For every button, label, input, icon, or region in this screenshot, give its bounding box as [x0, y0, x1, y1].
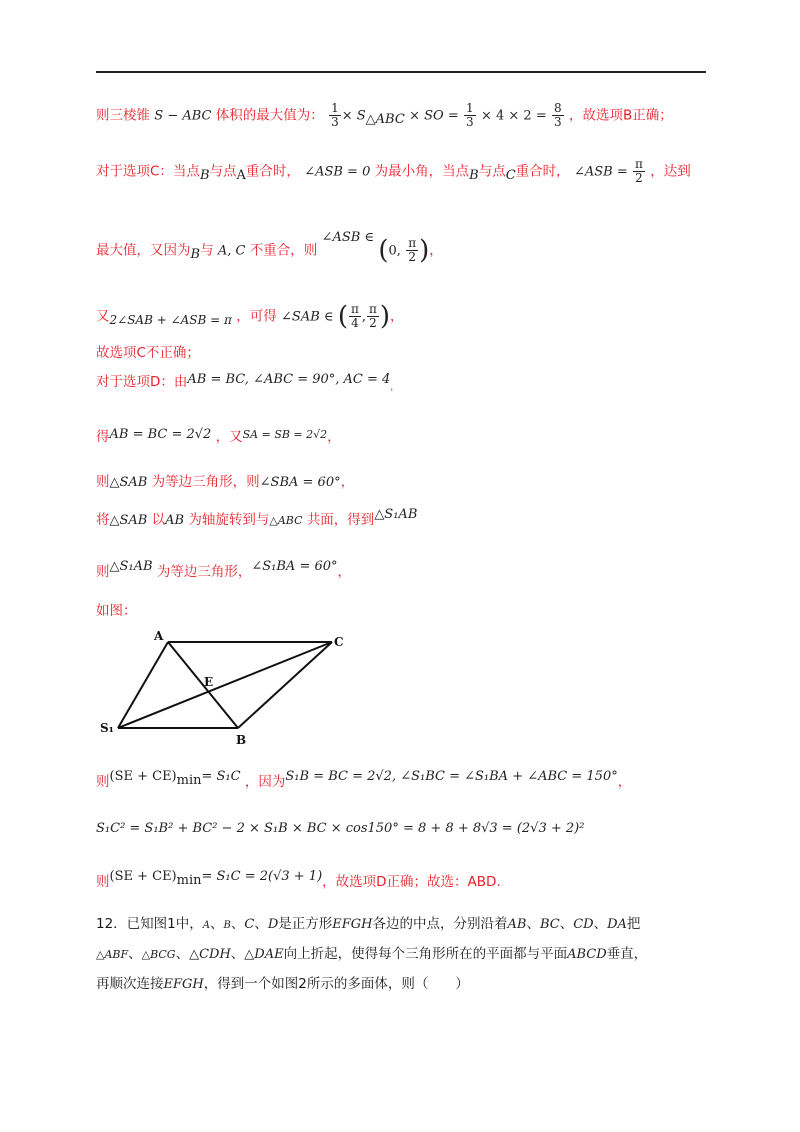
text: 为轴旋转到与 [188, 512, 270, 528]
math: A, C [217, 243, 246, 259]
math: △ABF [96, 948, 129, 961]
math: △ABC [269, 514, 303, 527]
math: CD [573, 917, 594, 932]
line-rotate [96, 507, 418, 531]
text: 对于选项D：由 [96, 374, 188, 390]
text: 12．已知图1中， [96, 916, 203, 932]
text: 则 [96, 564, 110, 580]
line-figure-intro [96, 601, 137, 621]
text: 则三棱锥 [96, 107, 150, 124]
line-max-value [96, 229, 443, 266]
text: ，因为 [244, 774, 286, 790]
text: 与点 [478, 163, 506, 180]
math: C [244, 917, 255, 932]
math: AB [165, 513, 185, 528]
text: 共面，得到 [306, 512, 375, 528]
math: B [190, 247, 201, 263]
text: 、 [559, 916, 574, 932]
math: AB [507, 917, 527, 932]
math: 2∠SAB + ∠ASB = π [109, 313, 232, 328]
text: ， [390, 382, 400, 393]
text: ，可得 [236, 308, 277, 325]
label-b: B [236, 733, 247, 747]
math: △S₁AB [109, 559, 153, 574]
label-s1: S₁ [100, 721, 114, 735]
text: ，得到一个如图2所示的多面体，则（ ） [203, 976, 469, 992]
math: AB = BC, ∠ABC = 90°, AC = 4 [187, 372, 391, 387]
math: EFGH [163, 977, 204, 992]
text: 、 [210, 916, 224, 932]
math: BC [539, 917, 560, 932]
text: 为等边三角形，则 [151, 474, 260, 490]
math: △SAB [109, 475, 148, 490]
line-option-d [96, 372, 399, 398]
math: S − ABC [154, 108, 212, 124]
math: △BCG [141, 948, 176, 961]
fraction: $\frac{1}{3}$ [331, 101, 339, 129]
text: 把 [626, 916, 641, 932]
text: 、 [175, 946, 190, 962]
math: ∠SAB ∈ [281, 309, 334, 325]
math: C [505, 168, 516, 184]
text: 重合时， [245, 163, 300, 180]
text: 不重合，则 [249, 242, 318, 259]
math: min [176, 872, 202, 888]
line-option-c-wrong [96, 343, 200, 363]
math: ABCD [567, 947, 607, 962]
segment-as1 [118, 642, 168, 728]
math: A [202, 920, 211, 931]
math: × 4 × 2 = [480, 108, 547, 124]
text: 则 [96, 774, 110, 790]
math: △CDH [189, 947, 231, 962]
math: min [176, 772, 202, 788]
text: 对于选项C：当点 [96, 163, 200, 180]
math: B [469, 168, 479, 184]
q12-line-3 [96, 974, 469, 995]
fraction: $\frac{\pi}{2}$ [369, 302, 377, 330]
line-angle-sab: 又$_{2\angle SAB + \angle ASB = \pi}$ ，可得 ∠SAB ∈ ( $\frac{\pi}{4}$ , $\frac{\pi}{2}$ )， [96, 301, 404, 332]
line-lengths [96, 427, 341, 448]
fraction: $\frac{8}{3}$ [554, 101, 562, 129]
math-subscript: △ABC [365, 112, 405, 128]
text: 垂直， [606, 946, 648, 962]
text: ，故选项D正确；故选：ABD. [322, 874, 501, 890]
text: 得 [96, 429, 110, 445]
math: A [236, 168, 246, 184]
math: B [199, 168, 210, 184]
text: 如图： [96, 603, 137, 619]
text: ，故选项B正确； [568, 107, 673, 124]
math: ∠SBA = 60° [259, 475, 341, 490]
text: ， [337, 564, 352, 580]
text: 与点 [209, 163, 237, 180]
math: S₁C² = S₁B² + BC² − 2 × S₁B × BC × cos150° = 8 + 8 + 8√3 = (2√3 + 2)² [96, 821, 585, 836]
math: AB = BC = 2√2 [109, 427, 212, 442]
text: ， [617, 774, 632, 790]
math: ∠ASB = [573, 164, 628, 180]
math: (SE + CE) [109, 869, 177, 884]
fraction: $\frac{\pi}{2}$ [408, 236, 417, 264]
text: 又 [96, 308, 110, 325]
fraction: $\frac{\pi}{2}$ [635, 157, 643, 185]
text: ， [327, 429, 341, 445]
text: 重合时， [515, 163, 570, 180]
paren-left: ( [337, 301, 348, 332]
text: 为等边三角形， [156, 564, 252, 580]
q12-line-1 [96, 914, 640, 936]
math: (SE + CE) [109, 769, 177, 784]
line-volume-max [96, 102, 673, 130]
math: ∠S₁BA = 60° [251, 559, 338, 574]
segment-s1c [118, 642, 332, 728]
paren-left: ( [378, 235, 389, 266]
paren-right: ) [379, 301, 391, 332]
q12-line-2 [96, 944, 647, 965]
math: △SAB [109, 513, 148, 528]
label-c: C [334, 635, 344, 649]
text: 、 [230, 946, 245, 962]
text: 为最小角，当点 [374, 163, 470, 180]
math: × SO = [409, 108, 459, 124]
line-min-sum [96, 769, 632, 797]
text: 、 [230, 916, 245, 932]
math: 0, [388, 243, 401, 259]
line-equilateral [96, 472, 354, 493]
text: 故选项C不正确； [96, 345, 200, 361]
text: ， [390, 308, 404, 325]
math: △DAE [244, 947, 284, 962]
text: 体积的最大值为： [215, 107, 324, 124]
text: 以 [151, 512, 166, 528]
math: SA = SB = 2√2 [242, 428, 328, 441]
text: ，又 [215, 429, 243, 445]
text: 再顺次连接 [96, 976, 164, 992]
text: 则 [96, 874, 110, 890]
segment-bc [238, 642, 332, 728]
math: × S [341, 108, 366, 124]
math: △S₁AB [374, 507, 418, 522]
text: 最大值，又因为 [96, 242, 191, 259]
text: 是正方形 [278, 916, 333, 932]
text: ， [340, 474, 355, 490]
line-s1ab [96, 559, 352, 583]
paren-right: ) [419, 235, 430, 266]
fraction: $\frac{\pi}{4}$ [350, 302, 359, 330]
text: 各边的中点，分别沿着 [372, 916, 508, 932]
text: 、 [526, 916, 540, 932]
text: 与 [200, 242, 214, 259]
math: = S₁C = 2(√3 + 1) [201, 869, 323, 884]
math: D [267, 917, 279, 932]
label-a: A [154, 629, 164, 643]
text: 、 [593, 916, 608, 932]
math: ∠ASB ∈ [321, 229, 375, 245]
math: B [223, 920, 231, 931]
text: 将 [96, 512, 110, 528]
line-option-c [96, 158, 691, 186]
text: 、 [128, 946, 142, 962]
text: 向上折起，使得每个三角形所在的平面都与平面 [283, 946, 568, 962]
math: = S₁C [201, 769, 241, 784]
line-cosine-law [96, 818, 584, 839]
text: 则 [96, 474, 110, 490]
label-e: E [204, 675, 214, 689]
geometry-figure [96, 628, 356, 748]
math: S₁B = BC = 2√2, ∠S₁BC = ∠S₁BA + ∠ABC = 150° [285, 769, 618, 784]
math: EFGH [332, 917, 373, 932]
text: ，达到 [650, 163, 691, 180]
fraction: $\frac{1}{3}$ [466, 101, 474, 129]
header-rule [96, 71, 706, 73]
text: ， [429, 242, 443, 259]
line-conclusion [96, 869, 501, 897]
math: DA [607, 917, 627, 932]
math: ∠ASB = 0 [304, 164, 371, 180]
text: 、 [254, 916, 268, 932]
